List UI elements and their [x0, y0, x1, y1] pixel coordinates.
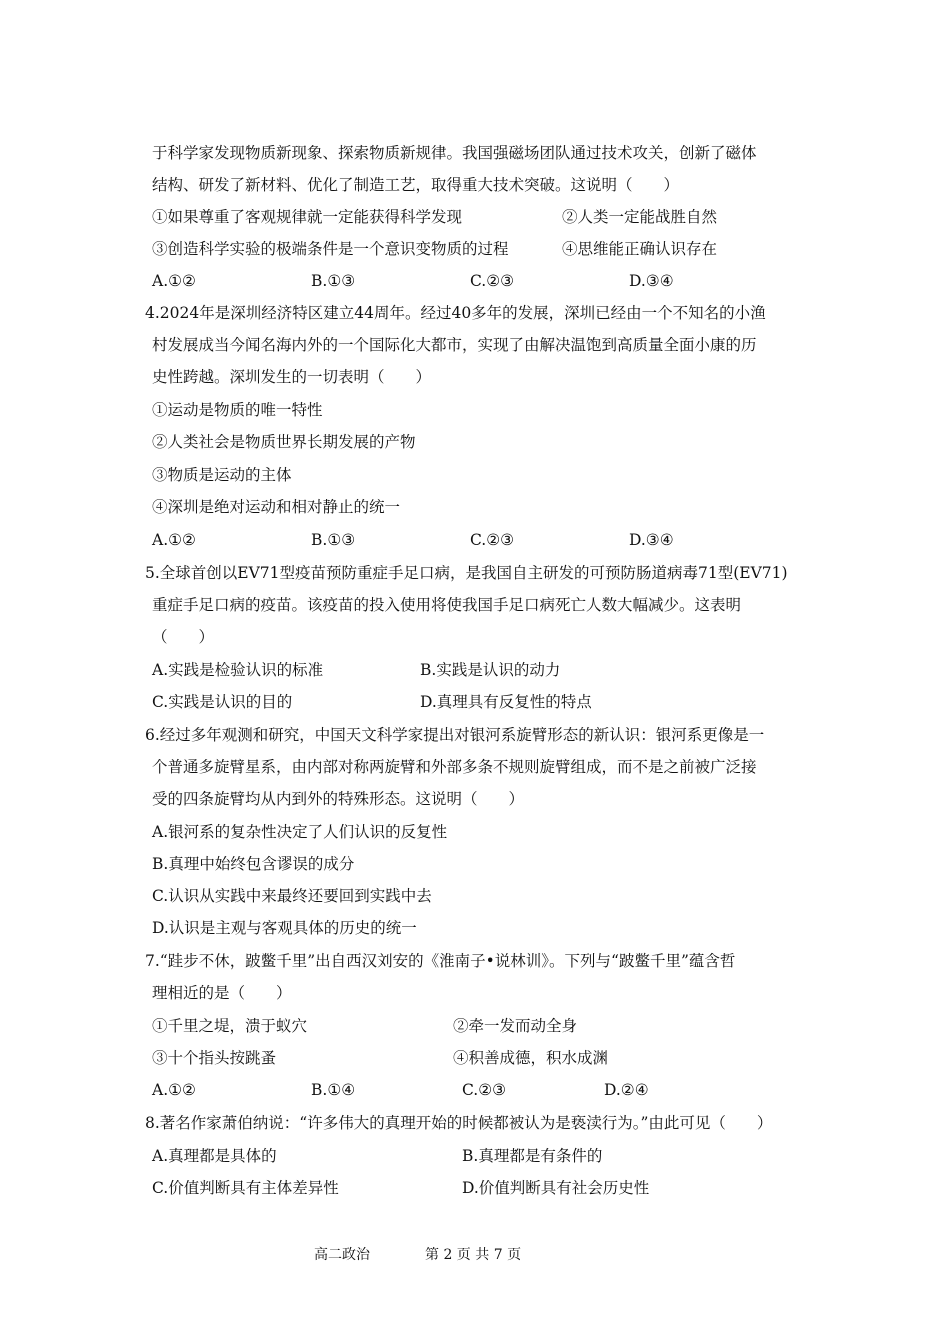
question-4-line-1: 4.2024年是深圳经济特区建立44周年。经过40多年的发展，深圳已经由一个不知名的小渔 [145, 304, 766, 322]
q4-option-b: B.①③ [311, 531, 356, 549]
q7-option-a: A.①② [152, 1081, 196, 1099]
question-8-line-1: 8.著名作家萧伯纳说：“许多伟大的真理开始的时候都被认为是亵渎行为。”由此可见（ ） [145, 1114, 773, 1132]
q3-item-2: ②人类一定能战胜自然 [562, 208, 718, 226]
question-4-line-3: 史性跨越。深圳发生的一切表明（ ） [152, 368, 432, 386]
q5-option-d: D.真理具有反复性的特点 [420, 693, 592, 711]
question-3-line-1: 于科学家发现物质新现象、探索物质新规律。我国强磁场团队通过技术攻关，创新了磁体 [152, 144, 757, 162]
q3-item-4: ④思维能正确认识存在 [562, 240, 718, 258]
q8-option-c: C.价值判断具有主体差异性 [152, 1179, 339, 1197]
question-6-line-2: 个普通多旋臂星系，由内部对称两旋臂和外部多条不规则旋臂组成，而不是之前被广泛接 [152, 758, 757, 776]
q5-option-c: C.实践是认识的目的 [152, 693, 293, 711]
q3-option-d: D.③④ [629, 272, 674, 290]
q5-option-a: A.实践是检验认识的标准 [152, 661, 324, 679]
q3-option-a: A.①② [152, 272, 196, 290]
question-6-line-3: 受的四条旋臂均从内到外的特殊形态。这说明（ ） [152, 790, 525, 808]
question-5-line-1: 5.全球首创以EV71型疫苗预防重症手足口病，是我国自主研发的可预防肠道病毒71型(EV71) [145, 564, 788, 582]
question-7-line-1: 7.“跬步不休，跛鳖千里”出自西汉刘安的《淮南子•说林训》。下列与“跛鳖千里”蕴含哲 [145, 952, 736, 970]
footer-subject: 高二政治 [314, 1247, 370, 1263]
q7-item-2: ②牵一发而动全身 [453, 1017, 578, 1035]
q4-item-1: ①运动是物质的唯一特性 [152, 401, 323, 419]
q4-option-a: A.①② [152, 531, 196, 549]
q6-option-c: C.认识从实践中来最终还要回到实践中去 [152, 887, 432, 905]
q6-option-a: A.银河系的复杂性决定了人们认识的反复性 [152, 823, 448, 841]
q4-item-4: ④深圳是绝对运动和相对静止的统一 [152, 498, 401, 516]
q8-option-d: D.价值判断具有社会历史性 [462, 1179, 650, 1197]
q8-option-b: B.真理都是有条件的 [462, 1147, 603, 1165]
q3-option-b: B.①③ [311, 272, 356, 290]
q7-item-4: ④积善成德，积水成渊 [453, 1049, 609, 1067]
q7-option-d: D.②④ [604, 1081, 649, 1099]
q4-item-2: ②人类社会是物质世界长期发展的产物 [152, 433, 416, 451]
q4-option-d: D.③④ [629, 531, 674, 549]
q5-option-b: B.实践是认识的动力 [420, 661, 561, 679]
question-4-line-2: 村发展成当今闻名海内外的一个国际化大都市，实现了由解决温饱到高质量全面小康的历 [152, 336, 757, 354]
question-5-line-2: 重症手足口病的疫苗。该疫苗的投入使用将使我国手足口病死亡人数大幅减少。这表明 [152, 596, 742, 614]
question-6-line-1: 6.经过多年观测和研究，中国天文科学家提出对银河系旋臂形态的新认识：银河系更像是一 [145, 726, 765, 744]
q4-item-3: ③物质是运动的主体 [152, 466, 292, 484]
q6-option-b: B.真理中始终包含谬误的成分 [152, 855, 355, 873]
q7-option-b: B.①④ [311, 1081, 356, 1099]
q4-option-c: C.②③ [470, 531, 515, 549]
footer-page-info: 第 2 页 共 7 页 [425, 1247, 522, 1263]
question-3-line-2: 结构、研发了新材料、优化了制造工艺，取得重大技术突破。这说明（ ） [152, 176, 680, 194]
q7-item-1: ①千里之堤，溃于蚁穴 [152, 1017, 308, 1035]
q8-option-a: A.真理都是具体的 [152, 1147, 277, 1165]
q3-item-3: ③创造科学实验的极端条件是一个意识变物质的过程 [152, 240, 509, 258]
q7-option-c: C.②③ [462, 1081, 507, 1099]
q3-item-1: ①如果尊重了客观规律就一定能获得科学发现 [152, 208, 463, 226]
q6-option-d: D.认识是主观与客观具体的历史的统一 [152, 919, 417, 937]
q3-option-c: C.②③ [470, 272, 515, 290]
q7-item-3: ③十个指头按跳蚤 [152, 1049, 277, 1067]
question-7-line-2: 理相近的是（ ） [152, 984, 292, 1002]
question-5-line-3: （ ） [152, 628, 215, 646]
